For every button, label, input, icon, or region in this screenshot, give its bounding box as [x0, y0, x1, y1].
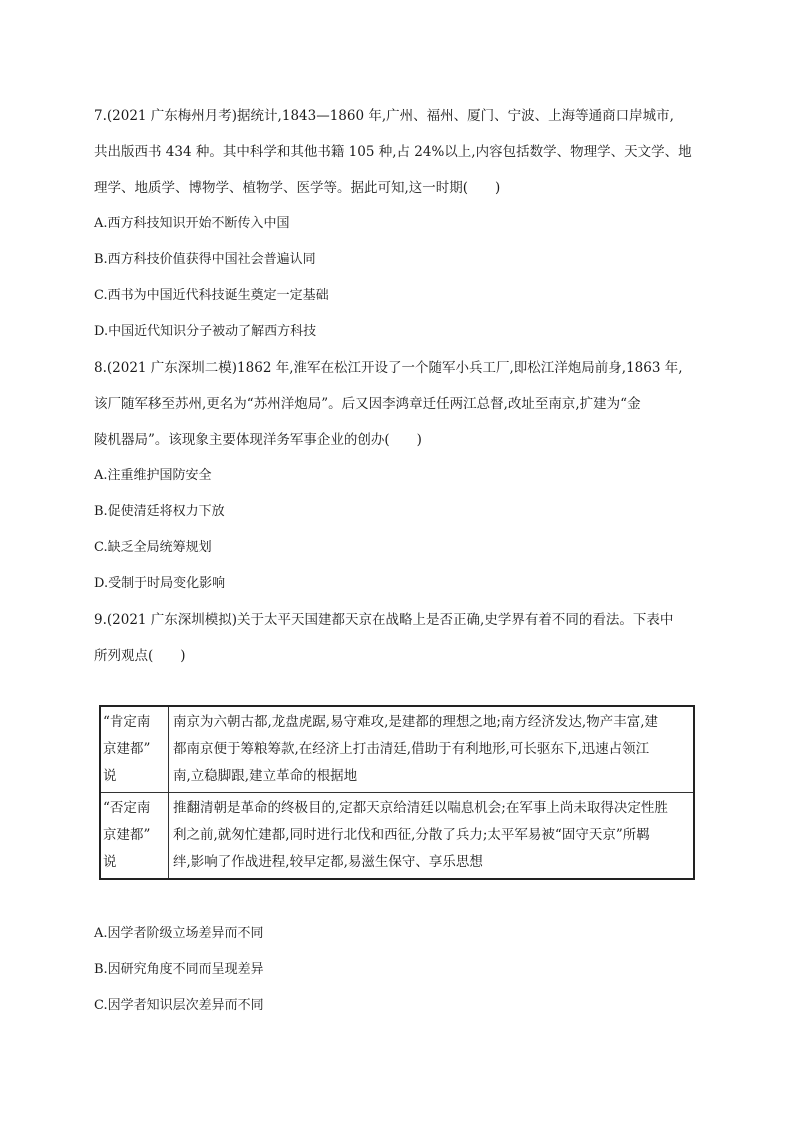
q7-stem-line-2: 共出版西书 434 种。其中科学和其他书籍 105 种,占 24%以上,内容包括数学、物理学、天文学、地 — [94, 144, 692, 160]
table-row — [100, 706, 694, 793]
q7-option-c: C.西书为中国近代科技诞生奠定一定基础 — [94, 288, 329, 303]
q9-stem-line-1: 9.(2021 广东深圳模拟)关于太平天国建都天京在战略上是否正确,史学界有着不同的看法。下表中 — [94, 612, 674, 628]
viewpoint-content-line: 利之前,就匆忙建都,同时进行北伐和西征,分散了兵力;太平军易被“固守天京”所羁 — [173, 827, 650, 843]
q7-stem-line-3: 理学、地质学、博物学、植物学、医学等。据此可知,这一时期( ) — [94, 180, 501, 196]
q9-option-c: C.因学者知识层次差异而不同 — [94, 998, 264, 1013]
viewpoints-table — [99, 705, 695, 880]
viewpoint-label-line: “肯定南 — [103, 714, 151, 730]
q9-option-b: B.因研究角度不同而呈现差异 — [94, 962, 264, 977]
viewpoint-content-line: 南,立稳脚跟,建立革命的根据地 — [173, 768, 358, 784]
q8-option-a: A.注重维护国防安全 — [94, 468, 212, 483]
q8-option-d: D.受制于时局变化影响 — [94, 576, 226, 591]
viewpoint-label-line: 京建都” — [103, 741, 151, 757]
q7-option-d: D.中国近代知识分子被动了解西方科技 — [94, 324, 317, 339]
viewpoint-label — [100, 793, 169, 880]
viewpoint-label-line: 说 — [103, 854, 117, 870]
viewpoint-label — [100, 706, 169, 793]
q8-option-c: C.缺乏全局统筹规划 — [94, 540, 212, 555]
q7-option-b: B.西方科技价值获得中国社会普遍认同 — [94, 252, 316, 267]
viewpoint-content-line: 推翻清朝是革命的终极目的,定都天京给清廷以喘息机会;在军事上尚未取得决定性胜 — [173, 800, 668, 816]
q7-stem-line-1: 7.(2021 广东梅州月考)据统计,1843—1860 年,广州、福州、厦门、宁波、上海等通商口岸城市, — [94, 108, 674, 124]
q8-stem-line-2: 该厂随军移至苏州,更名为“苏州洋炮局”。后又因李鸿章迁任两江总督,改址至南京,扩建为“金 — [94, 396, 641, 412]
viewpoint-content-line: 南京为六朝古都,龙盘虎踞,易守难攻,是建都的理想之地;南方经济发达,物产丰富,建 — [173, 714, 659, 730]
viewpoint-content — [169, 706, 695, 793]
viewpoint-label-line: 说 — [103, 768, 117, 784]
viewpoint-content-line: 都南京便于筹粮筹款,在经济上打击清廷,借助于有利地形,可长驱东下,迅速占领江 — [173, 741, 650, 757]
viewpoint-content — [169, 793, 695, 880]
q8-option-b: B.促使清廷将权力下放 — [94, 504, 225, 519]
viewpoint-content-line: 绊,影响了作战进程,较早定都,易滋生保守、享乐思想 — [173, 854, 483, 870]
viewpoint-label-line: “否定南 — [103, 800, 151, 816]
q8-stem-line-1: 8.(2021 广东深圳二模)1862 年,淮军在松江开设了一个随军小兵工厂,即松江洋炮局前身,1863 年, — [94, 360, 683, 376]
q8-stem-line-3: 陵机器局”。该现象主要体现洋务军事企业的创办( ) — [94, 432, 422, 448]
q9-stem-line-2: 所列观点( ) — [94, 648, 186, 664]
viewpoint-label-line: 京建都” — [103, 827, 151, 843]
q9-option-a: A.因学者阶级立场差异而不同 — [94, 926, 264, 941]
table-row — [100, 793, 694, 880]
q7-option-a: A.西方科技知识开始不断传入中国 — [94, 216, 290, 231]
